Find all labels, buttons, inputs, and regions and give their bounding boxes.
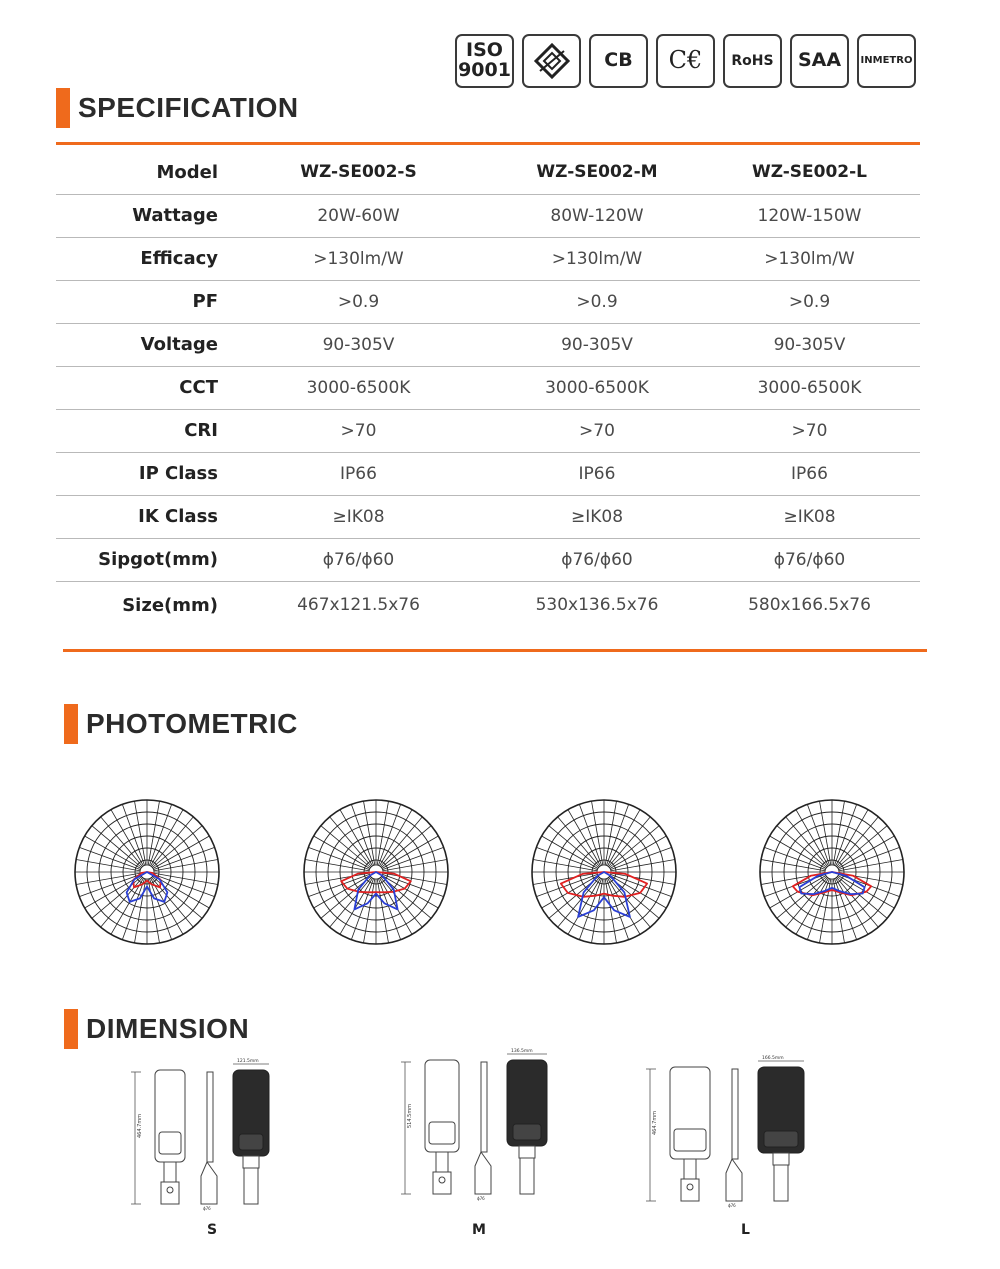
spec-row	[56, 409, 920, 452]
polar-diagram-2	[301, 797, 451, 947]
spec-value: 20W-60W	[222, 194, 495, 237]
cb-cert: CB	[589, 34, 648, 88]
spec-label: CCT	[56, 366, 222, 409]
luminaire-side	[481, 1062, 487, 1152]
spec-value: IP66	[222, 452, 495, 495]
spec-value: WZ-SE002-M	[495, 151, 699, 194]
spec-label: CRI	[56, 409, 222, 452]
spec-row	[56, 194, 920, 237]
back-clamp	[773, 1153, 789, 1165]
pole-bolt	[167, 1187, 173, 1193]
spec-value: 90-305V	[699, 323, 920, 366]
spec-label: Wattage	[56, 194, 222, 237]
pole-adapter	[684, 1159, 696, 1181]
spec-label: IP Class	[56, 452, 222, 495]
spec-value: 3000-6500K	[699, 366, 920, 409]
spec-value: >0.9	[495, 280, 699, 323]
spec-value: >70	[222, 409, 495, 452]
section-accent-bar	[64, 704, 78, 744]
saa-cert: SAA	[790, 34, 849, 88]
spec-value: ϕ76/ϕ60	[495, 538, 699, 581]
polar-diagram-1	[72, 797, 222, 947]
polar-diagram-3	[529, 797, 679, 947]
spec-label: PF	[56, 280, 222, 323]
side-bracket	[475, 1152, 491, 1194]
driver-box	[159, 1132, 181, 1154]
back-pole	[520, 1158, 534, 1194]
polar-diagram-4	[757, 797, 907, 947]
side-bracket	[201, 1162, 217, 1204]
height-dimension-text: 464.7mm	[652, 1110, 658, 1135]
spec-row	[56, 280, 920, 323]
spec-value: 3000-6500K	[222, 366, 495, 409]
spec-label: Voltage	[56, 323, 222, 366]
rohs-cert: RoHS	[723, 34, 782, 88]
spec-row	[56, 538, 920, 581]
dimension-size-label: L	[741, 1222, 750, 1238]
certification-badges	[455, 34, 916, 88]
section-title: SPECIFICATION	[78, 92, 299, 123]
luminaire-side	[732, 1069, 738, 1159]
spec-value: 530x136.5x76	[535, 595, 659, 616]
specification-header	[56, 88, 299, 128]
top-rule	[56, 142, 920, 145]
back-driver	[764, 1131, 798, 1147]
section-title: PHOTOMETRIC	[86, 708, 298, 739]
specification-table	[56, 151, 920, 629]
spec-label: Model	[56, 151, 222, 194]
pole-dimension-text: ϕ76	[477, 1196, 485, 1201]
spec-value: ϕ76/ϕ60	[222, 538, 495, 581]
spec-label: Efficacy	[56, 237, 222, 280]
bottom-rule	[63, 649, 927, 652]
back-clamp	[519, 1146, 535, 1158]
spec-row	[56, 323, 920, 366]
spec-value: IP66	[699, 452, 920, 495]
spec-value: 120W-150W	[699, 194, 920, 237]
inmetro-cert: INMETRO	[857, 34, 916, 88]
spec-label: IK Class	[56, 495, 222, 538]
spec-value: >70	[495, 409, 699, 452]
section-title: DIMENSION	[86, 1013, 250, 1044]
spec-value: WZ-SE002-L	[699, 151, 920, 194]
luminaire-side	[207, 1072, 213, 1162]
ce-cert: C€	[656, 34, 715, 88]
driver-box	[429, 1122, 455, 1144]
iso-9001-cert: ISO 9001	[455, 34, 514, 88]
spec-row	[56, 581, 920, 629]
height-dimension-text: 514.5mm	[407, 1103, 413, 1128]
spec-value: >130lm/W	[222, 237, 495, 280]
section-accent-bar	[64, 1009, 78, 1049]
spec-value: 90-305V	[495, 323, 699, 366]
driver-box	[674, 1129, 706, 1151]
pole-bolt	[439, 1177, 445, 1183]
spec-row	[56, 495, 920, 538]
spec-value: 90-305V	[222, 323, 495, 366]
spec-value: 580x166.5x76	[748, 595, 871, 616]
spec-value: 467x121.5x76	[297, 595, 420, 616]
pole-dimension-text: ϕ76	[728, 1203, 736, 1208]
pole-bolt	[687, 1184, 693, 1190]
dimension-header	[64, 1009, 249, 1049]
dimension-drawing-s	[125, 1058, 325, 1218]
section-accent-bar	[56, 88, 70, 128]
spec-value: ≥IK08	[222, 495, 495, 538]
spec-value: >130lm/W	[699, 237, 920, 280]
spec-value: >130lm/W	[495, 237, 699, 280]
emc-cert-icon	[522, 34, 581, 88]
dimension-size-label: S	[207, 1222, 218, 1238]
spec-value: ϕ76/ϕ60	[699, 538, 920, 581]
width-dimension-text: 166.5mm	[762, 1056, 784, 1061]
spec-value: >0.9	[222, 280, 495, 323]
spec-value: IP66	[495, 452, 699, 495]
dimension-size-label: M	[472, 1222, 486, 1238]
spec-label: Size(mm)	[122, 594, 218, 616]
back-driver	[513, 1124, 541, 1140]
spec-label: Sipgot(mm)	[56, 538, 222, 581]
spec-value: WZ-SE002-S	[222, 151, 495, 194]
side-bracket	[726, 1159, 742, 1201]
spec-row	[56, 452, 920, 495]
back-driver	[239, 1134, 263, 1150]
spec-row	[56, 366, 920, 409]
spec-value: >70	[699, 409, 920, 452]
width-dimension-text: 136.5mm	[511, 1049, 533, 1054]
spec-row	[56, 237, 920, 280]
spec-value: 80W-120W	[495, 194, 699, 237]
photometric-header	[64, 704, 298, 744]
spec-value: ≥IK08	[495, 495, 699, 538]
height-dimension-text: 464.7mm	[137, 1113, 143, 1138]
back-clamp	[243, 1156, 259, 1168]
width-dimension-text: 121.5mm	[237, 1059, 259, 1064]
spec-value: ≥IK08	[699, 495, 920, 538]
pole-dimension-text: ϕ76	[203, 1206, 211, 1211]
pole-adapter	[164, 1162, 176, 1184]
back-pole	[244, 1168, 258, 1204]
spec-value: >0.9	[699, 280, 920, 323]
pole-adapter	[436, 1152, 448, 1174]
dimension-drawing-l	[640, 1055, 840, 1215]
dimension-drawing-m	[395, 1048, 595, 1208]
spec-row	[56, 151, 920, 194]
spec-value: 3000-6500K	[495, 366, 699, 409]
back-pole	[774, 1165, 788, 1201]
